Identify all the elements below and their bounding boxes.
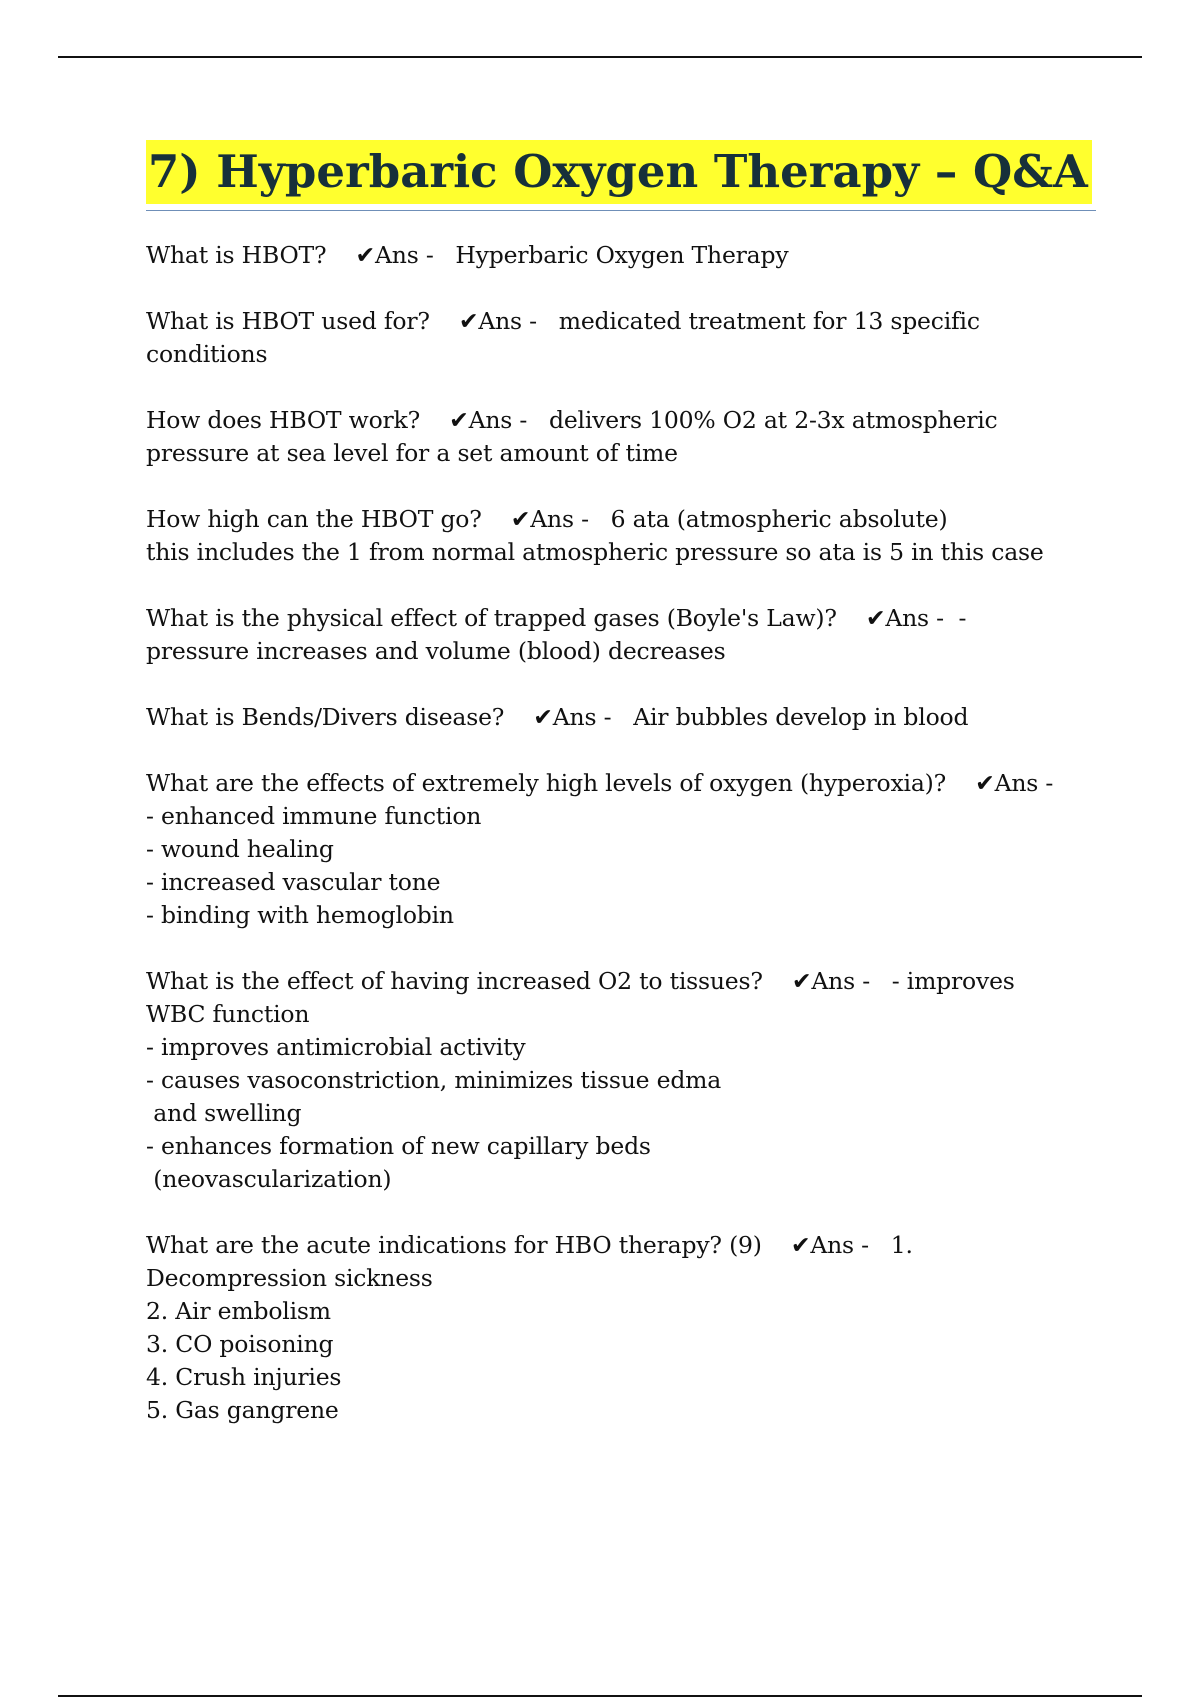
qa-first-line: [146, 404, 1096, 437]
answer-line: - increased vascular tone: [146, 868, 441, 896]
footer-rule: [58, 1695, 1142, 1697]
qa-first-line: [146, 602, 1096, 635]
answer-marker: ✔Ans -: [458, 307, 537, 335]
qa-item: [146, 965, 1096, 1196]
answer-line: 1.: [890, 1231, 913, 1259]
qa-item: [146, 1229, 1096, 1427]
question-text: What is the effect of having increased O2 to tissues?: [146, 967, 763, 995]
qa-item: [146, 239, 1096, 272]
answer-line: 4. Crush injuries: [146, 1363, 342, 1391]
qa-item: [146, 602, 1096, 668]
question-text: What is the physical effect of trapped gases (Boyle's Law)?: [146, 604, 837, 632]
answer-line: delivers 100% O2 at 2-3x atmospheric: [549, 406, 998, 434]
header-rule: [58, 56, 1142, 58]
question-text: What is Bends/Divers disease?: [146, 703, 505, 731]
title-block: [146, 140, 1096, 211]
answer-line: Hyperbaric Oxygen Therapy: [455, 241, 789, 269]
qa-first-line: [146, 305, 1096, 338]
question-text: What are the effects of extremely high levels of oxygen (hyperoxia)?: [146, 769, 947, 797]
answer-line: pressure increases and volume (blood) decreases: [146, 637, 726, 665]
document-body: [146, 140, 1096, 1460]
answer-line: - enhanced immune function: [146, 802, 482, 830]
answer-marker: ✔Ans -: [791, 967, 870, 995]
answer-line: 3. CO poisoning: [146, 1330, 334, 1358]
qa-first-line: [146, 965, 1096, 998]
question-text: What are the acute indications for HBO therapy? (9): [146, 1231, 762, 1259]
question-text: What is HBOT used for?: [146, 307, 430, 335]
answer-line: pressure at sea level for a set amount of time: [146, 439, 678, 467]
document-title: 7) Hyperbaric Oxygen Therapy – Q&A: [146, 140, 1092, 204]
answer-line: - enhances formation of new capillary beds: [146, 1132, 651, 1160]
answer-line: WBC function: [146, 1000, 310, 1028]
qa-item: [146, 503, 1096, 569]
answer-line: (neovascularization): [146, 1165, 392, 1193]
answer-line: medicated treatment for 13 specific: [558, 307, 980, 335]
answer-line: Decompression sickness: [146, 1264, 433, 1292]
answer-marker: ✔Ans -: [510, 505, 589, 533]
answer-marker: ✔Ans -: [790, 1231, 869, 1259]
qa-item: [146, 701, 1096, 734]
answer-marker: ✔Ans -: [533, 703, 612, 731]
answer-line: - causes vasoconstriction, minimizes tissue edma: [146, 1066, 722, 1094]
answer-marker: ✔Ans -: [355, 241, 434, 269]
answer-line: and swelling: [146, 1099, 302, 1127]
answer-line: - improves antimicrobial activity: [146, 1033, 526, 1061]
answer-marker: ✔Ans -: [975, 769, 1054, 797]
qa-first-line: [146, 701, 1096, 734]
answer-line: 5. Gas gangrene: [146, 1396, 339, 1424]
answer-marker: ✔Ans -: [865, 604, 944, 632]
answer-line: this includes the 1 from normal atmospheric pressure so ata is 5 in this case: [146, 538, 1044, 566]
answer-line: -: [958, 604, 967, 632]
answer-marker: ✔Ans -: [449, 406, 528, 434]
answer-line: Air bubbles develop in blood: [633, 703, 969, 731]
answer-line: - improves: [891, 967, 1015, 995]
answer-line: - binding with hemoglobin: [146, 901, 454, 929]
answer-line: - wound healing: [146, 835, 334, 863]
qa-item: [146, 767, 1096, 932]
question-text: How does HBOT work?: [146, 406, 421, 434]
question-text: How high can the HBOT go?: [146, 505, 482, 533]
qa-first-line: [146, 767, 1096, 800]
qa-first-line: [146, 239, 1096, 272]
qa-item: [146, 404, 1096, 470]
question-text: What is HBOT?: [146, 241, 327, 269]
answer-line: 6 ata (atmospheric absolute): [610, 505, 948, 533]
answer-line: 2. Air embolism: [146, 1297, 331, 1325]
qa-first-line: [146, 503, 1096, 536]
answer-line: conditions: [146, 340, 268, 368]
qa-first-line: [146, 1229, 1096, 1262]
qa-item: [146, 305, 1096, 371]
qa-list: [146, 239, 1096, 1427]
